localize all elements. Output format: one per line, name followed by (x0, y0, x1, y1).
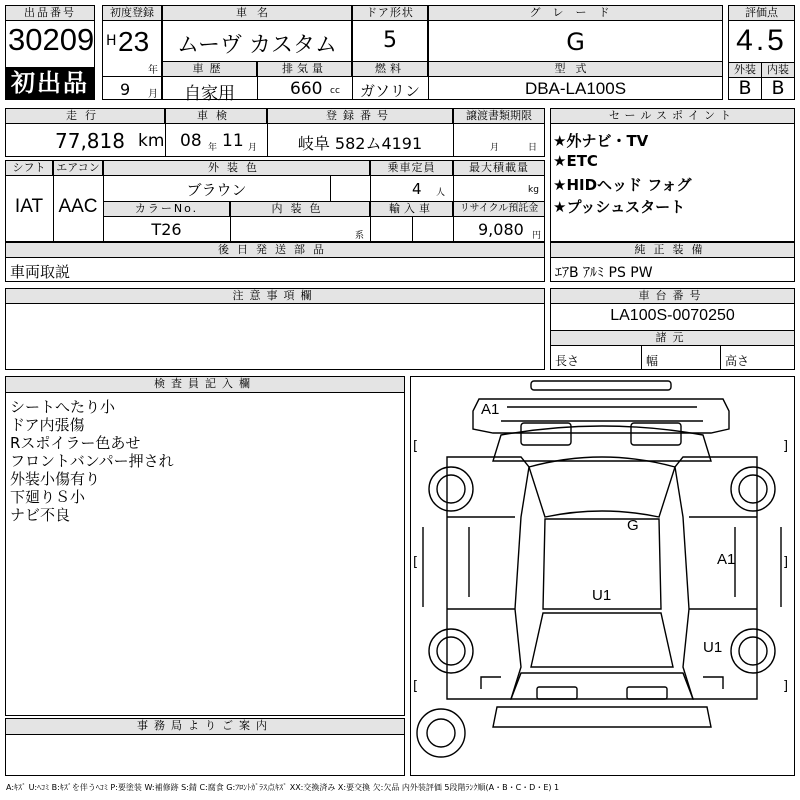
sales-point-2: ★ETC (553, 152, 598, 170)
inspector-line-1: シートへたり小 (10, 398, 116, 416)
reg-no: 岐阜 582ム4191 (297, 134, 423, 153)
interior-label: 内装 (761, 62, 795, 78)
height-label: 高さ (725, 354, 750, 368)
fuel: ガソリン (359, 82, 420, 100)
bracket-right-2: ] (783, 555, 789, 570)
bracket-left-1: [ (413, 439, 419, 454)
lot-number: 30209 (8, 22, 95, 57)
later-parts-label: 後日発送部品 (5, 242, 545, 258)
displacement: 660 (290, 79, 323, 99)
later-parts: 車両取説 (10, 263, 71, 281)
interior-grade: B (771, 77, 785, 99)
inspector-line-4: フロントバンパー押され (10, 452, 174, 470)
transfer-month-unit: 月 (490, 143, 500, 153)
ac-label: エアコン (53, 160, 103, 176)
reg-month: 9 (120, 80, 131, 99)
width-label: 幅 (646, 354, 659, 368)
capacity: 4 (412, 180, 422, 198)
insp-month-unit: 月 (248, 143, 258, 153)
grade-label: グレード (428, 5, 723, 21)
max-load-unit: kg (528, 185, 539, 195)
inspection-label: 車検 (165, 108, 267, 124)
history-label: 車歴 (162, 61, 257, 77)
first-reg-label: 初度登録 (102, 5, 162, 21)
exterior-grade: B (738, 77, 752, 99)
exterior-label: 外装 (728, 62, 762, 78)
shift-label: シフト (5, 160, 53, 176)
int-color-label: 内装色 (230, 201, 370, 217)
bracket-right-3: ] (783, 679, 789, 694)
color-no-label: カラーNo. (103, 201, 230, 217)
recycle-unit: 円 (532, 231, 542, 241)
genuine-label: 純正装備 (550, 242, 795, 258)
doors: 5 (383, 28, 397, 53)
recycle: 9,080 (478, 220, 524, 239)
caution-label: 注意事項欄 (5, 288, 545, 304)
recycle-label: リサイクル預託金 (453, 201, 545, 217)
inspector-line-5: 外装小傷有り (10, 470, 101, 488)
ext-color-label: 外装色 (103, 160, 370, 176)
first-listing-badge: 初出品 (6, 67, 94, 99)
inspector-line-7: ナビ不良 (10, 506, 71, 524)
shift: IAT (14, 196, 44, 217)
fuel-label: 燃料 (352, 61, 428, 77)
damage-mark-a1-front: A1 (481, 401, 500, 418)
reg-month-unit: 月 (148, 89, 158, 100)
sales-label: セールスポイント (550, 108, 795, 124)
reg-year-unit: 年 (148, 65, 158, 76)
mileage-unit: km (138, 131, 165, 151)
transfer-label: 譲渡書類期限 (453, 108, 545, 124)
car-diagram (410, 376, 795, 776)
door-label: ドア形状 (352, 5, 428, 21)
sales-point-4: ★プッシュスタート (553, 198, 686, 216)
chassis-label: 車台番号 (550, 288, 795, 304)
mileage-label: 走行 (5, 108, 165, 124)
max-load-label: 最大積載量 (453, 160, 545, 176)
chassis-number: LA100S-0070250 (610, 307, 735, 324)
damage-mark-a1-right: A1 (717, 551, 736, 568)
color-no: T26 (151, 220, 182, 239)
mileage: 77,818 (55, 129, 125, 153)
reg-year: 23 (118, 26, 150, 57)
insp-year-unit: 年 (208, 143, 218, 153)
damage-mark-u1-roof: U1 (592, 587, 612, 604)
sales-point-3: ★HIDヘッド フォグ (553, 176, 692, 194)
spec-label: 諸元 (550, 330, 795, 346)
int-color-unit: 系 (355, 231, 365, 241)
history: 自家用 (184, 84, 235, 104)
car-name: ムーヴ カスタム (177, 33, 337, 58)
capacity-label: 乗車定員 (370, 160, 453, 176)
ext-color: ブラウン (186, 181, 247, 199)
capacity-unit: 人 (436, 188, 446, 198)
inspector-line-6: 下廻りＳ小 (10, 488, 86, 506)
grade: G (566, 28, 585, 56)
displacement-unit: cc (330, 86, 340, 96)
reg-no-label: 登録番号 (267, 108, 453, 124)
car-name-label: 車名 (162, 5, 352, 21)
bracket-right-1: ] (783, 439, 789, 454)
inspector-line-3: Rスポイラー色あせ (10, 434, 141, 452)
sales-point-1: ★外ナビ・TV (553, 132, 649, 150)
model-label: 型式 (428, 61, 723, 77)
damage-mark-g-windscreen: G (627, 517, 639, 534)
car-outline-diagram (411, 377, 794, 775)
insp-year: 08 (180, 131, 202, 151)
bracket-left-2: [ (413, 555, 419, 570)
ac: AAC (58, 196, 98, 217)
office-label: 事務局よりご案内 (5, 718, 405, 735)
displacement-label: 排気量 (257, 61, 352, 77)
reg-era: H (106, 33, 117, 49)
length-label: 長さ (555, 354, 580, 368)
insp-month: 11 (222, 131, 244, 151)
bracket-left-3: [ (413, 679, 419, 694)
damage-mark-u1-rear: U1 (703, 639, 723, 656)
lot-label: 出品番号 (5, 5, 95, 21)
inspector-line-2: ドア内張傷 (10, 416, 85, 434)
genuine: ｴｱB ｱﾙﾐ PS PW (555, 265, 653, 281)
footer-legend: A:ｷｽﾞ U:ﾍｺﾐ B:ｷｽﾞを伴うﾍｺﾐ P:要塗装 W:補修跡 S:錆 C:腐食 G:ﾌﾛﾝﾄｶﾞﾗｽ点ｷｽﾞ XX:交換済み X:要交換 欠:欠品 内外装評価 5段階ﾗﾝｸ順(A・B・C・D・E) 1 (6, 783, 560, 792)
transfer-day-unit: 日 (528, 143, 538, 153)
import-label: 輸入車 (370, 201, 453, 217)
score: 4.5 (736, 24, 787, 57)
score-label: 評価点 (728, 5, 795, 21)
inspector-label: 検査員記入欄 (5, 376, 405, 393)
model: DBA-LA100S (524, 79, 627, 98)
